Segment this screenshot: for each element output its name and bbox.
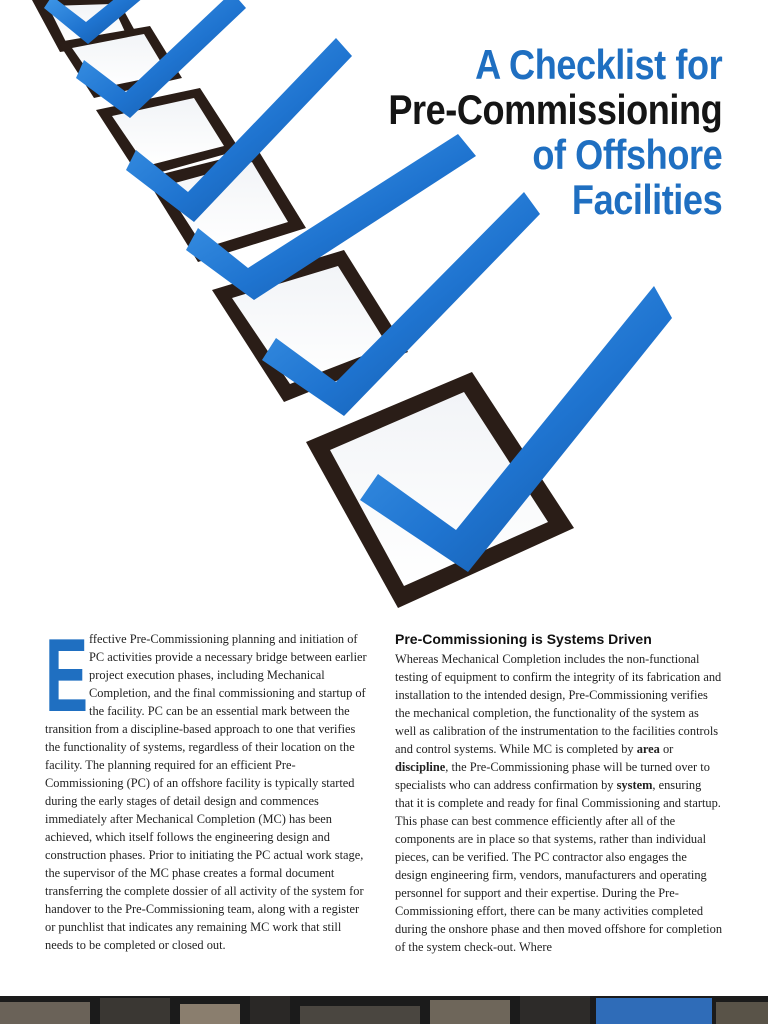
emphasis-system: system <box>616 778 653 792</box>
emphasis-area: area <box>636 742 660 756</box>
emphasis-discipline: discipline <box>395 760 446 774</box>
section-paragraph <box>395 650 722 956</box>
dropcap <box>45 618 89 734</box>
paragraph-text-2: , the Pre-Commissioning phase will be turned over to specialists who can address confirmation by <box>395 760 710 792</box>
article-column-2 <box>395 630 722 956</box>
title-line-4: Facilities <box>571 176 722 223</box>
title-line-1: A Checklist for <box>474 41 722 88</box>
article-title <box>334 42 722 222</box>
paragraph-text-or: or <box>659 742 674 756</box>
section-heading: Pre-Commissioning is Systems Driven <box>395 631 652 647</box>
intro-paragraph: ffective Pre-Commissioning planning and initiation of PC activities provide a necessary bridge between earlier project execution phases, including Mechanical Completion, and the final commissioning and startup of the facility. PC can be an essential mark between the transition from a discipline-based approach to one that verifies the functionality of systems, regardless of their location on the facility. The planning required for an efficient Pre-Commissioning (PC) of an offshore facility is typically started during the early stages of detail design and commences immediately after Mechanical Completion (MC) has been achieved, which itself follows the engineering design and construction phases. Prior to initiating the PC actual work stage, the supervisor of the MC phase creates a formal document transferring the complete dossier of all activity of the system for handover to the Pre-Commissioning team, along with a register or punchlist that indicates any remaining MC work that still needs to be completed or closed out. <box>45 632 367 952</box>
article-column-1 <box>45 618 372 954</box>
title-line-3: of Offshore <box>532 131 722 178</box>
paragraph-text-1: Whereas Mechanical Completion includes the non-functional testing of equipment to confirm the integrity of its fabrication and installation to the intended design, Pre-Commissioning verifies the mechanical completion, the functionality of the system as well as calibration of the instrumentation to the facilities controls and control systems. While MC is completed by <box>395 652 722 756</box>
title-line-2: Pre-Commissioning <box>388 86 722 133</box>
dropcap-letter: E <box>45 618 89 734</box>
bottom-photo-strip <box>0 996 768 1024</box>
paragraph-text-3: , ensuring that it is complete and ready for final Commissioning and startup. This phase can best commence efficiently after all of the components are in place so that systems, rather than individual pieces, can be verified. The PC contractor also engages the design engineering firm, vendors, manufacturers and operating personnel for support and their expertise. During the Pre-Commissioning effort, there can be many activities completed during the onshore phase and then moved offshore for completion of the system check-out. Where <box>395 778 723 954</box>
offshore-photo <box>0 996 768 1024</box>
